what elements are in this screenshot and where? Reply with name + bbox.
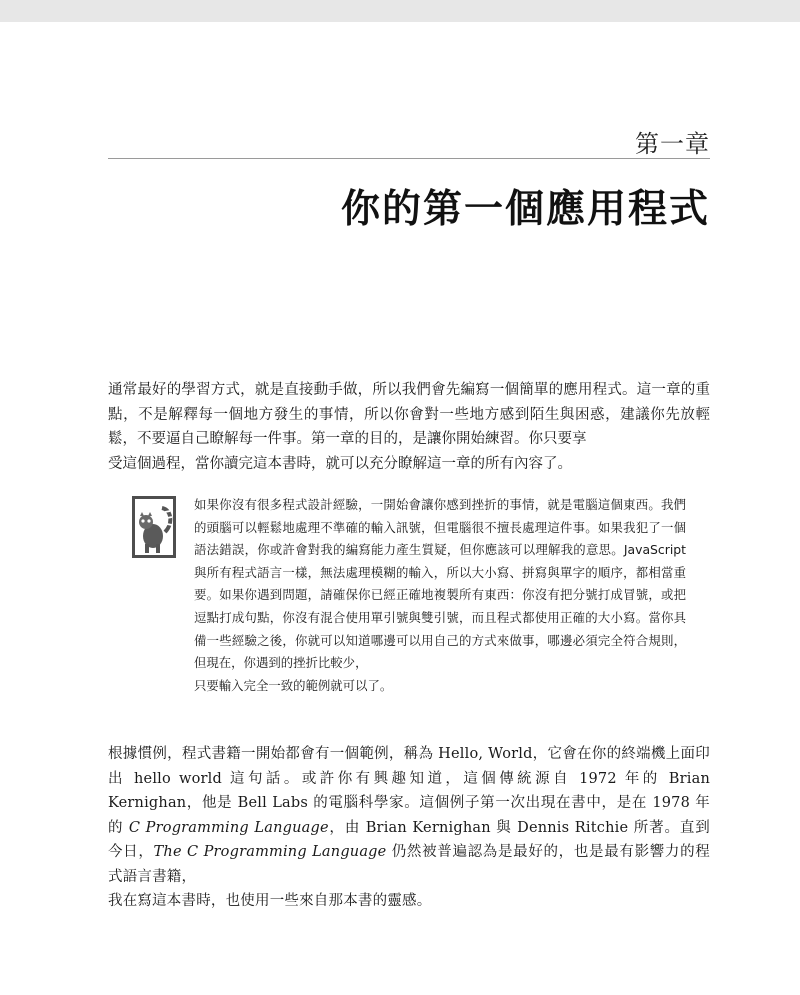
top-strip xyxy=(0,0,800,22)
history-tail: 我在寫這本書時，也使用一些來自那本書的靈感。 xyxy=(108,893,432,909)
note-box xyxy=(132,494,710,724)
note-text xyxy=(194,494,686,697)
intro-paragraph-tail: 受這個過程，當你讀完這本書時，就可以充分瞭解這一章的所有內容了。 xyxy=(108,455,572,472)
lemur-icon xyxy=(132,496,176,558)
intro-paragraph xyxy=(108,378,710,476)
book-title-1: C Programming Language xyxy=(128,819,329,836)
note-body: 如果你沒有很多程式設計經驗，一開始會讓你感到挫折的事情，就是電腦這個東西。我們的頭腦可以輕鬆地處理不準確的輸入訊號，但電腦很不擅長處理這件事。如果我犯了一個語法錯誤，你或許會對我的編寫能力產生質疑，但你應該可以理解我的意思。JavaScript 與所有程式語言一樣，無法處理模糊的輸入，所以大小寫、拼寫與單字的順序，都相當重要。如果你遇到問題，請確保你已經正確地複製所有東西：你沒有把分號打成冒號，或把逗點打成句點，你沒有混合使用單引號與雙引號，而且程式都使用正確的大小寫。當你具備一些經驗之後，你就可以知道哪邊可以用自己的方式來做事，哪邊必須完全符合規則，但現在，你遇到的挫折比較少， xyxy=(194,497,686,671)
intro-paragraph-body: 通常最好的學習方式，就是直接動手做，所以我們會先編寫一個簡單的應用程式。這一章的重點，不是解釋每一個地方發生的事情，所以你會對一些地方感到陌生與困惑，建議你先放輕鬆，不要逼自己瞭解每一件事。第一章的目的，是讓你開始練習。你只要享 xyxy=(108,382,710,447)
chapter-label: 第一章 xyxy=(635,130,710,158)
history-part-1: 根據慣例，程式書籍一開始都會有一個範例，稱為 Hello, World，它會在你的終端機上面印出 hello world 這句話。或許你有興趣知道，這個傳統源自 1972 年的 Brian Kernighan，他是 Bell Labs 的電腦科學家。這個例子第一次出現在書中，是在 1978 年的 xyxy=(108,746,710,836)
history-paragraph xyxy=(108,742,710,914)
book-title-2: The C Programming Language xyxy=(153,844,387,860)
history-part-2: ，由 Brian Kernighan 與 Dennis Ritchie 所著。直到今日， xyxy=(108,819,710,860)
history-part-3: 仍然被普遍認為是最好的，也是最有影響力的程式語言書籍， xyxy=(108,844,710,885)
chapter-title: 你的第一個應用程式 xyxy=(340,187,710,232)
note-tail: 只要輸入完全一致的範例就可以了。 xyxy=(194,677,393,693)
chapter-divider xyxy=(108,158,710,159)
